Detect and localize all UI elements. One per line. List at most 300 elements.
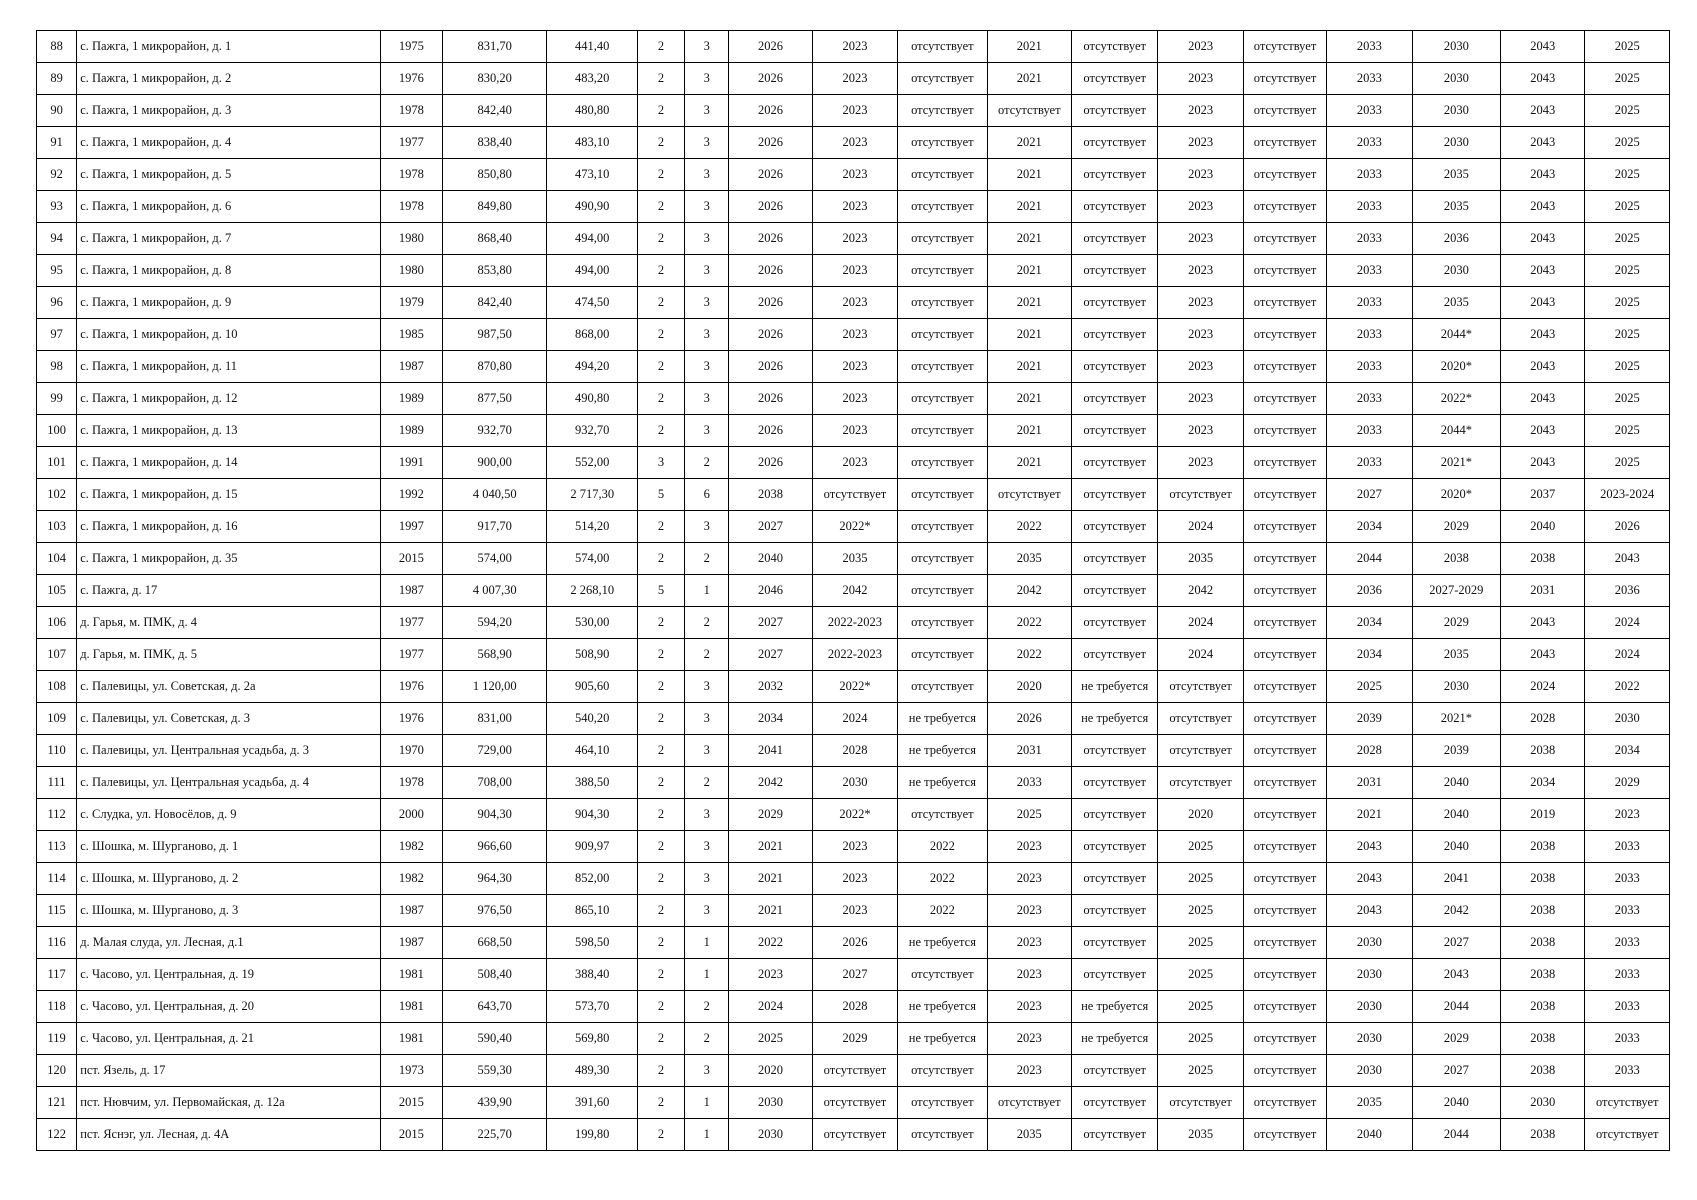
cell-year-sewerage: отсутствует <box>1243 863 1326 895</box>
cell-year-facade: 2043 <box>1327 863 1412 895</box>
cell-year-foundation: 2030 <box>1412 95 1500 127</box>
cell-row-number: 102 <box>37 479 77 511</box>
cell-year-roof: 2030 <box>729 1119 812 1151</box>
cell-year-sewerage: отсутствует <box>1243 895 1326 927</box>
cell-living-area: 494,00 <box>547 223 637 255</box>
cell-year-hot-water: отсутствует <box>1071 31 1157 63</box>
cell-total-area: 932,70 <box>442 415 547 447</box>
cell-year-hot-water: отсутствует <box>1071 1087 1157 1119</box>
cell-total-area: 966,60 <box>442 831 547 863</box>
cell-year-basement: 2019 <box>1501 799 1585 831</box>
cell-year-foundation: 2044* <box>1412 319 1500 351</box>
cell-row-number: 95 <box>37 255 77 287</box>
cell-year-facade: 2025 <box>1327 671 1412 703</box>
cell-year-roof: 2026 <box>729 127 812 159</box>
cell-year-roof: 2026 <box>729 415 812 447</box>
cell-year-gas-supply: 2021 <box>987 351 1071 383</box>
cell-year-roof: 2026 <box>729 351 812 383</box>
cell-year-gas-supply: 2025 <box>987 799 1071 831</box>
cell-year-power-supply: 2030 <box>812 767 897 799</box>
cell-year-gas-supply: 2021 <box>987 383 1071 415</box>
cell-total-area: 4 007,30 <box>442 575 547 607</box>
cell-year-sewerage: отсутствует <box>1243 1023 1326 1055</box>
cell-year-basement: 2038 <box>1501 991 1585 1023</box>
cell-year-sewerage: отсутствует <box>1243 223 1326 255</box>
cell-entrances: 1 <box>685 1119 729 1151</box>
cell-year-gas-supply: отсутствует <box>987 479 1071 511</box>
cell-year-heat-supply: отсутствует <box>898 479 987 511</box>
cell-year-cold-water: 2023 <box>1158 223 1243 255</box>
cell-total-area: 559,30 <box>442 1055 547 1087</box>
cell-year-cold-water: отсутствует <box>1158 671 1243 703</box>
cell-floors: 2 <box>637 127 684 159</box>
cell-address: с. Часово, ул. Центральная, д. 19 <box>77 959 380 991</box>
cell-build-year: 1982 <box>380 831 442 863</box>
cell-year-roof: 2021 <box>729 831 812 863</box>
cell-year-facade: 2033 <box>1327 159 1412 191</box>
cell-floors: 2 <box>637 543 684 575</box>
cell-year-facade: 2033 <box>1327 223 1412 255</box>
cell-address: с. Пажга, 1 микрорайон, д. 35 <box>77 543 380 575</box>
table-row <box>37 607 1670 639</box>
cell-year-gas-supply: 2021 <box>987 415 1071 447</box>
cell-floors: 2 <box>637 991 684 1023</box>
cell-row-number: 106 <box>37 607 77 639</box>
cell-living-area: 573,70 <box>547 991 637 1023</box>
cell-year-heat-supply: отсутствует <box>898 1055 987 1087</box>
cell-living-area: 909,97 <box>547 831 637 863</box>
cell-year-cold-water: 2025 <box>1158 895 1243 927</box>
cell-year-facade: 2034 <box>1327 511 1412 543</box>
cell-year-foundation: 2030 <box>1412 255 1500 287</box>
cell-year-elevator: отсутствует <box>1585 1087 1670 1119</box>
cell-year-elevator: 2023-2024 <box>1585 479 1670 511</box>
cell-year-basement: 2030 <box>1501 1087 1585 1119</box>
cell-year-elevator: 2033 <box>1585 895 1670 927</box>
cell-year-facade: 2033 <box>1327 383 1412 415</box>
cell-build-year: 1979 <box>380 287 442 319</box>
cell-year-hot-water: отсутствует <box>1071 607 1157 639</box>
cell-total-area: 831,70 <box>442 31 547 63</box>
cell-year-roof: 2027 <box>729 639 812 671</box>
cell-floors: 2 <box>637 1055 684 1087</box>
cell-year-cold-water: отсутствует <box>1158 1087 1243 1119</box>
cell-total-area: 849,80 <box>442 191 547 223</box>
cell-year-sewerage: отсутствует <box>1243 1119 1326 1151</box>
cell-year-basement: 2038 <box>1501 1119 1585 1151</box>
cell-address: с. Пажга, 1 микрорайон, д. 13 <box>77 415 380 447</box>
cell-year-hot-water: отсутствует <box>1071 415 1157 447</box>
cell-year-facade: 2033 <box>1327 447 1412 479</box>
cell-year-heat-supply: 2022 <box>898 831 987 863</box>
cell-entrances: 3 <box>685 63 729 95</box>
cell-year-power-supply: 2023 <box>812 319 897 351</box>
cell-year-heat-supply: не требуется <box>898 991 987 1023</box>
cell-year-basement: 2028 <box>1501 703 1585 735</box>
cell-year-sewerage: отсутствует <box>1243 959 1326 991</box>
cell-entrances: 2 <box>685 447 729 479</box>
cell-year-sewerage: отсутствует <box>1243 1087 1326 1119</box>
cell-year-power-supply: 2023 <box>812 895 897 927</box>
cell-year-heat-supply: не требуется <box>898 1023 987 1055</box>
cell-build-year: 1987 <box>380 351 442 383</box>
cell-year-basement: 2043 <box>1501 191 1585 223</box>
cell-year-basement: 2043 <box>1501 159 1585 191</box>
cell-floors: 2 <box>637 895 684 927</box>
cell-entrances: 3 <box>685 863 729 895</box>
table-row <box>37 511 1670 543</box>
cell-year-elevator: 2025 <box>1585 287 1670 319</box>
cell-floors: 2 <box>637 831 684 863</box>
cell-living-area: 490,90 <box>547 191 637 223</box>
cell-year-cold-water: 2024 <box>1158 607 1243 639</box>
cell-floors: 3 <box>637 447 684 479</box>
cell-floors: 2 <box>637 959 684 991</box>
cell-year-heat-supply: отсутствует <box>898 511 987 543</box>
cell-address: с. Палевицы, ул. Центральная усадьба, д. 4 <box>77 767 380 799</box>
cell-year-foundation: 2044* <box>1412 415 1500 447</box>
cell-year-hot-water: отсутствует <box>1071 639 1157 671</box>
cell-year-sewerage: отсутствует <box>1243 991 1326 1023</box>
table-row <box>37 383 1670 415</box>
cell-year-gas-supply: 2033 <box>987 767 1071 799</box>
table-row <box>37 671 1670 703</box>
cell-year-hot-water: отсутствует <box>1071 831 1157 863</box>
cell-address: с. Пажга, 1 микрорайон, д. 4 <box>77 127 380 159</box>
table-row <box>37 703 1670 735</box>
cell-year-basement: 2043 <box>1501 95 1585 127</box>
cell-entrances: 1 <box>685 927 729 959</box>
cell-address: с. Шошка, м. Шурганово, д. 1 <box>77 831 380 863</box>
cell-year-basement: 2043 <box>1501 319 1585 351</box>
cell-year-heat-supply: отсутствует <box>898 223 987 255</box>
cell-entrances: 2 <box>685 639 729 671</box>
cell-year-basement: 2038 <box>1501 895 1585 927</box>
cell-year-gas-supply: 2035 <box>987 543 1071 575</box>
cell-year-roof: 2026 <box>729 191 812 223</box>
cell-address: с. Слудка, ул. Новосёлов, д. 9 <box>77 799 380 831</box>
cell-floors: 2 <box>637 767 684 799</box>
cell-year-cold-water: 2023 <box>1158 319 1243 351</box>
cell-address: пст. Яснэг, ул. Лесная, д. 4А <box>77 1119 380 1151</box>
cell-year-gas-supply: 2020 <box>987 671 1071 703</box>
cell-row-number: 93 <box>37 191 77 223</box>
cell-living-area: 865,10 <box>547 895 637 927</box>
cell-year-roof: 2040 <box>729 543 812 575</box>
cell-entrances: 1 <box>685 959 729 991</box>
table-row <box>37 575 1670 607</box>
cell-total-area: 842,40 <box>442 287 547 319</box>
cell-row-number: 90 <box>37 95 77 127</box>
cell-build-year: 1981 <box>380 991 442 1023</box>
cell-year-facade: 2039 <box>1327 703 1412 735</box>
cell-year-basement: 2034 <box>1501 767 1585 799</box>
cell-year-sewerage: отсутствует <box>1243 799 1326 831</box>
cell-year-roof: 2027 <box>729 607 812 639</box>
cell-year-hot-water: отсутствует <box>1071 959 1157 991</box>
cell-build-year: 2000 <box>380 799 442 831</box>
cell-year-roof: 2026 <box>729 95 812 127</box>
housing-repair-schedule-table <box>36 30 1670 1151</box>
cell-year-facade: 2033 <box>1327 415 1412 447</box>
cell-entrances: 3 <box>685 319 729 351</box>
cell-year-sewerage: отсутствует <box>1243 319 1326 351</box>
cell-floors: 2 <box>637 31 684 63</box>
cell-year-heat-supply: не требуется <box>898 927 987 959</box>
table-row <box>37 1087 1670 1119</box>
cell-row-number: 92 <box>37 159 77 191</box>
cell-year-hot-water: отсутствует <box>1071 191 1157 223</box>
cell-year-gas-supply: 2022 <box>987 639 1071 671</box>
cell-floors: 5 <box>637 575 684 607</box>
cell-year-sewerage: отсутствует <box>1243 95 1326 127</box>
table-row <box>37 95 1670 127</box>
cell-year-facade: 2030 <box>1327 1055 1412 1087</box>
cell-year-sewerage: отсутствует <box>1243 31 1326 63</box>
cell-build-year: 1981 <box>380 959 442 991</box>
cell-year-foundation: 2021* <box>1412 447 1500 479</box>
cell-floors: 2 <box>637 191 684 223</box>
table-row <box>37 639 1670 671</box>
cell-total-area: 590,40 <box>442 1023 547 1055</box>
cell-total-area: 964,30 <box>442 863 547 895</box>
table-row <box>37 767 1670 799</box>
cell-year-cold-water: отсутствует <box>1158 703 1243 735</box>
cell-year-gas-supply: 2023 <box>987 959 1071 991</box>
cell-floors: 2 <box>637 255 684 287</box>
cell-total-area: 4 040,50 <box>442 479 547 511</box>
cell-year-cold-water: 2024 <box>1158 511 1243 543</box>
cell-entrances: 3 <box>685 671 729 703</box>
cell-row-number: 112 <box>37 799 77 831</box>
cell-year-foundation: 2035 <box>1412 639 1500 671</box>
cell-year-hot-water: отсутствует <box>1071 351 1157 383</box>
cell-total-area: 976,50 <box>442 895 547 927</box>
cell-year-gas-supply: 2023 <box>987 863 1071 895</box>
cell-year-cold-water: 2023 <box>1158 287 1243 319</box>
cell-year-roof: 2026 <box>729 383 812 415</box>
cell-year-facade: 2030 <box>1327 927 1412 959</box>
table-row <box>37 415 1670 447</box>
cell-year-cold-water: отсутствует <box>1158 767 1243 799</box>
cell-floors: 2 <box>637 799 684 831</box>
cell-year-sewerage: отсутствует <box>1243 479 1326 511</box>
cell-floors: 2 <box>637 223 684 255</box>
cell-year-foundation: 2040 <box>1412 831 1500 863</box>
cell-entrances: 3 <box>685 415 729 447</box>
cell-row-number: 115 <box>37 895 77 927</box>
cell-living-area: 514,20 <box>547 511 637 543</box>
cell-year-power-supply: 2023 <box>812 63 897 95</box>
cell-year-cold-water: отсутствует <box>1158 479 1243 511</box>
cell-year-cold-water: 2024 <box>1158 639 1243 671</box>
cell-year-elevator: 2043 <box>1585 543 1670 575</box>
cell-build-year: 1977 <box>380 639 442 671</box>
cell-row-number: 111 <box>37 767 77 799</box>
cell-year-power-supply: отсутствует <box>812 1087 897 1119</box>
cell-year-hot-water: отсутствует <box>1071 319 1157 351</box>
cell-year-heat-supply: отсутствует <box>898 543 987 575</box>
table-row <box>37 543 1670 575</box>
cell-year-power-supply: 2028 <box>812 735 897 767</box>
cell-year-roof: 2026 <box>729 223 812 255</box>
cell-year-foundation: 2030 <box>1412 671 1500 703</box>
cell-year-roof: 2021 <box>729 895 812 927</box>
cell-entrances: 3 <box>685 31 729 63</box>
cell-floors: 2 <box>637 511 684 543</box>
cell-year-power-supply: 2023 <box>812 415 897 447</box>
cell-address: с. Пажга, 1 микрорайон, д. 1 <box>77 31 380 63</box>
cell-row-number: 121 <box>37 1087 77 1119</box>
cell-year-sewerage: отсутствует <box>1243 1055 1326 1087</box>
cell-year-gas-supply: 2031 <box>987 735 1071 767</box>
cell-year-heat-supply: не требуется <box>898 703 987 735</box>
cell-year-gas-supply: 2022 <box>987 511 1071 543</box>
cell-year-gas-supply: 2021 <box>987 287 1071 319</box>
cell-year-power-supply: 2027 <box>812 959 897 991</box>
cell-year-heat-supply: отсутствует <box>898 287 987 319</box>
cell-year-heat-supply: отсутствует <box>898 383 987 415</box>
cell-row-number: 118 <box>37 991 77 1023</box>
cell-year-foundation: 2020* <box>1412 351 1500 383</box>
table-row <box>37 959 1670 991</box>
cell-entrances: 2 <box>685 767 729 799</box>
cell-floors: 5 <box>637 479 684 511</box>
cell-entrances: 3 <box>685 351 729 383</box>
cell-year-elevator: 2025 <box>1585 223 1670 255</box>
cell-build-year: 1982 <box>380 863 442 895</box>
cell-floors: 2 <box>637 383 684 415</box>
cell-year-heat-supply: не требуется <box>898 767 987 799</box>
cell-year-cold-water: 2023 <box>1158 95 1243 127</box>
cell-total-area: 574,00 <box>442 543 547 575</box>
cell-year-hot-water: не требуется <box>1071 1023 1157 1055</box>
cell-year-basement: 2043 <box>1501 31 1585 63</box>
cell-total-area: 594,20 <box>442 607 547 639</box>
cell-year-cold-water: 2023 <box>1158 31 1243 63</box>
cell-year-cold-water: 2023 <box>1158 127 1243 159</box>
cell-living-area: 2 717,30 <box>547 479 637 511</box>
cell-year-gas-supply: отсутствует <box>987 95 1071 127</box>
cell-year-elevator: 2025 <box>1585 447 1670 479</box>
table-row <box>37 799 1670 831</box>
cell-year-foundation: 2042 <box>1412 895 1500 927</box>
cell-year-elevator: 2024 <box>1585 607 1670 639</box>
cell-year-roof: 2024 <box>729 991 812 1023</box>
cell-year-heat-supply: отсутствует <box>898 1087 987 1119</box>
cell-year-power-supply: 2023 <box>812 447 897 479</box>
cell-year-facade: 2030 <box>1327 991 1412 1023</box>
cell-year-power-supply: 2029 <box>812 1023 897 1055</box>
cell-year-roof: 2030 <box>729 1087 812 1119</box>
cell-address: с. Пажга, 1 микрорайон, д. 6 <box>77 191 380 223</box>
cell-year-roof: 2020 <box>729 1055 812 1087</box>
table-row <box>37 735 1670 767</box>
cell-year-basement: 2043 <box>1501 287 1585 319</box>
cell-year-heat-supply: не требуется <box>898 735 987 767</box>
cell-year-facade: 2036 <box>1327 575 1412 607</box>
cell-year-roof: 2021 <box>729 863 812 895</box>
cell-year-elevator: 2023 <box>1585 799 1670 831</box>
cell-year-basement: 2038 <box>1501 959 1585 991</box>
cell-total-area: 904,30 <box>442 799 547 831</box>
cell-row-number: 91 <box>37 127 77 159</box>
cell-living-area: 483,10 <box>547 127 637 159</box>
cell-year-facade: 2033 <box>1327 63 1412 95</box>
cell-year-facade: 2027 <box>1327 479 1412 511</box>
cell-year-power-supply: отсутствует <box>812 1119 897 1151</box>
cell-total-area: 877,50 <box>442 383 547 415</box>
cell-row-number: 108 <box>37 671 77 703</box>
cell-year-elevator: 2025 <box>1585 191 1670 223</box>
cell-row-number: 98 <box>37 351 77 383</box>
cell-build-year: 1985 <box>380 319 442 351</box>
cell-entrances: 3 <box>685 95 729 127</box>
cell-year-heat-supply: отсутствует <box>898 63 987 95</box>
cell-year-elevator: 2024 <box>1585 639 1670 671</box>
cell-build-year: 1976 <box>380 671 442 703</box>
cell-build-year: 1987 <box>380 575 442 607</box>
cell-build-year: 1989 <box>380 415 442 447</box>
cell-year-elevator: отсутствует <box>1585 1119 1670 1151</box>
cell-build-year: 1989 <box>380 383 442 415</box>
cell-year-roof: 2025 <box>729 1023 812 1055</box>
cell-year-elevator: 2025 <box>1585 255 1670 287</box>
cell-year-foundation: 2040 <box>1412 767 1500 799</box>
cell-year-hot-water: отсутствует <box>1071 1055 1157 1087</box>
table-row <box>37 1119 1670 1151</box>
cell-address: с. Пажга, 1 микрорайон, д. 5 <box>77 159 380 191</box>
table-row <box>37 351 1670 383</box>
cell-year-power-supply: 2023 <box>812 95 897 127</box>
cell-year-sewerage: отсутствует <box>1243 671 1326 703</box>
cell-build-year: 1980 <box>380 255 442 287</box>
cell-year-elevator: 2022 <box>1585 671 1670 703</box>
cell-year-hot-water: отсутствует <box>1071 63 1157 95</box>
cell-year-hot-water: отсутствует <box>1071 735 1157 767</box>
cell-year-power-supply: 2022* <box>812 671 897 703</box>
cell-year-cold-water: 2023 <box>1158 159 1243 191</box>
cell-total-area: 917,70 <box>442 511 547 543</box>
cell-year-cold-water: 2023 <box>1158 447 1243 479</box>
cell-year-heat-supply: отсутствует <box>898 95 987 127</box>
cell-year-foundation: 2039 <box>1412 735 1500 767</box>
cell-year-heat-supply: отсутствует <box>898 31 987 63</box>
cell-year-elevator: 2026 <box>1585 511 1670 543</box>
cell-year-hot-water: отсутствует <box>1071 543 1157 575</box>
cell-year-foundation: 2030 <box>1412 31 1500 63</box>
cell-address: пст. Нювчим, ул. Первомайская, д. 12а <box>77 1087 380 1119</box>
cell-year-power-supply: 2023 <box>812 351 897 383</box>
cell-year-sewerage: отсутствует <box>1243 639 1326 671</box>
cell-year-cold-water: 2023 <box>1158 191 1243 223</box>
cell-year-foundation: 2035 <box>1412 191 1500 223</box>
cell-build-year: 1973 <box>380 1055 442 1087</box>
cell-total-area: 1 120,00 <box>442 671 547 703</box>
cell-build-year: 1977 <box>380 127 442 159</box>
cell-row-number: 116 <box>37 927 77 959</box>
cell-year-sewerage: отсутствует <box>1243 255 1326 287</box>
cell-year-facade: 2028 <box>1327 735 1412 767</box>
cell-year-basement: 2043 <box>1501 351 1585 383</box>
cell-year-roof: 2042 <box>729 767 812 799</box>
cell-living-area: 480,80 <box>547 95 637 127</box>
cell-address: пст. Язель, д. 17 <box>77 1055 380 1087</box>
cell-row-number: 88 <box>37 31 77 63</box>
cell-living-area: 490,80 <box>547 383 637 415</box>
cell-living-area: 932,70 <box>547 415 637 447</box>
cell-year-foundation: 2027-2029 <box>1412 575 1500 607</box>
